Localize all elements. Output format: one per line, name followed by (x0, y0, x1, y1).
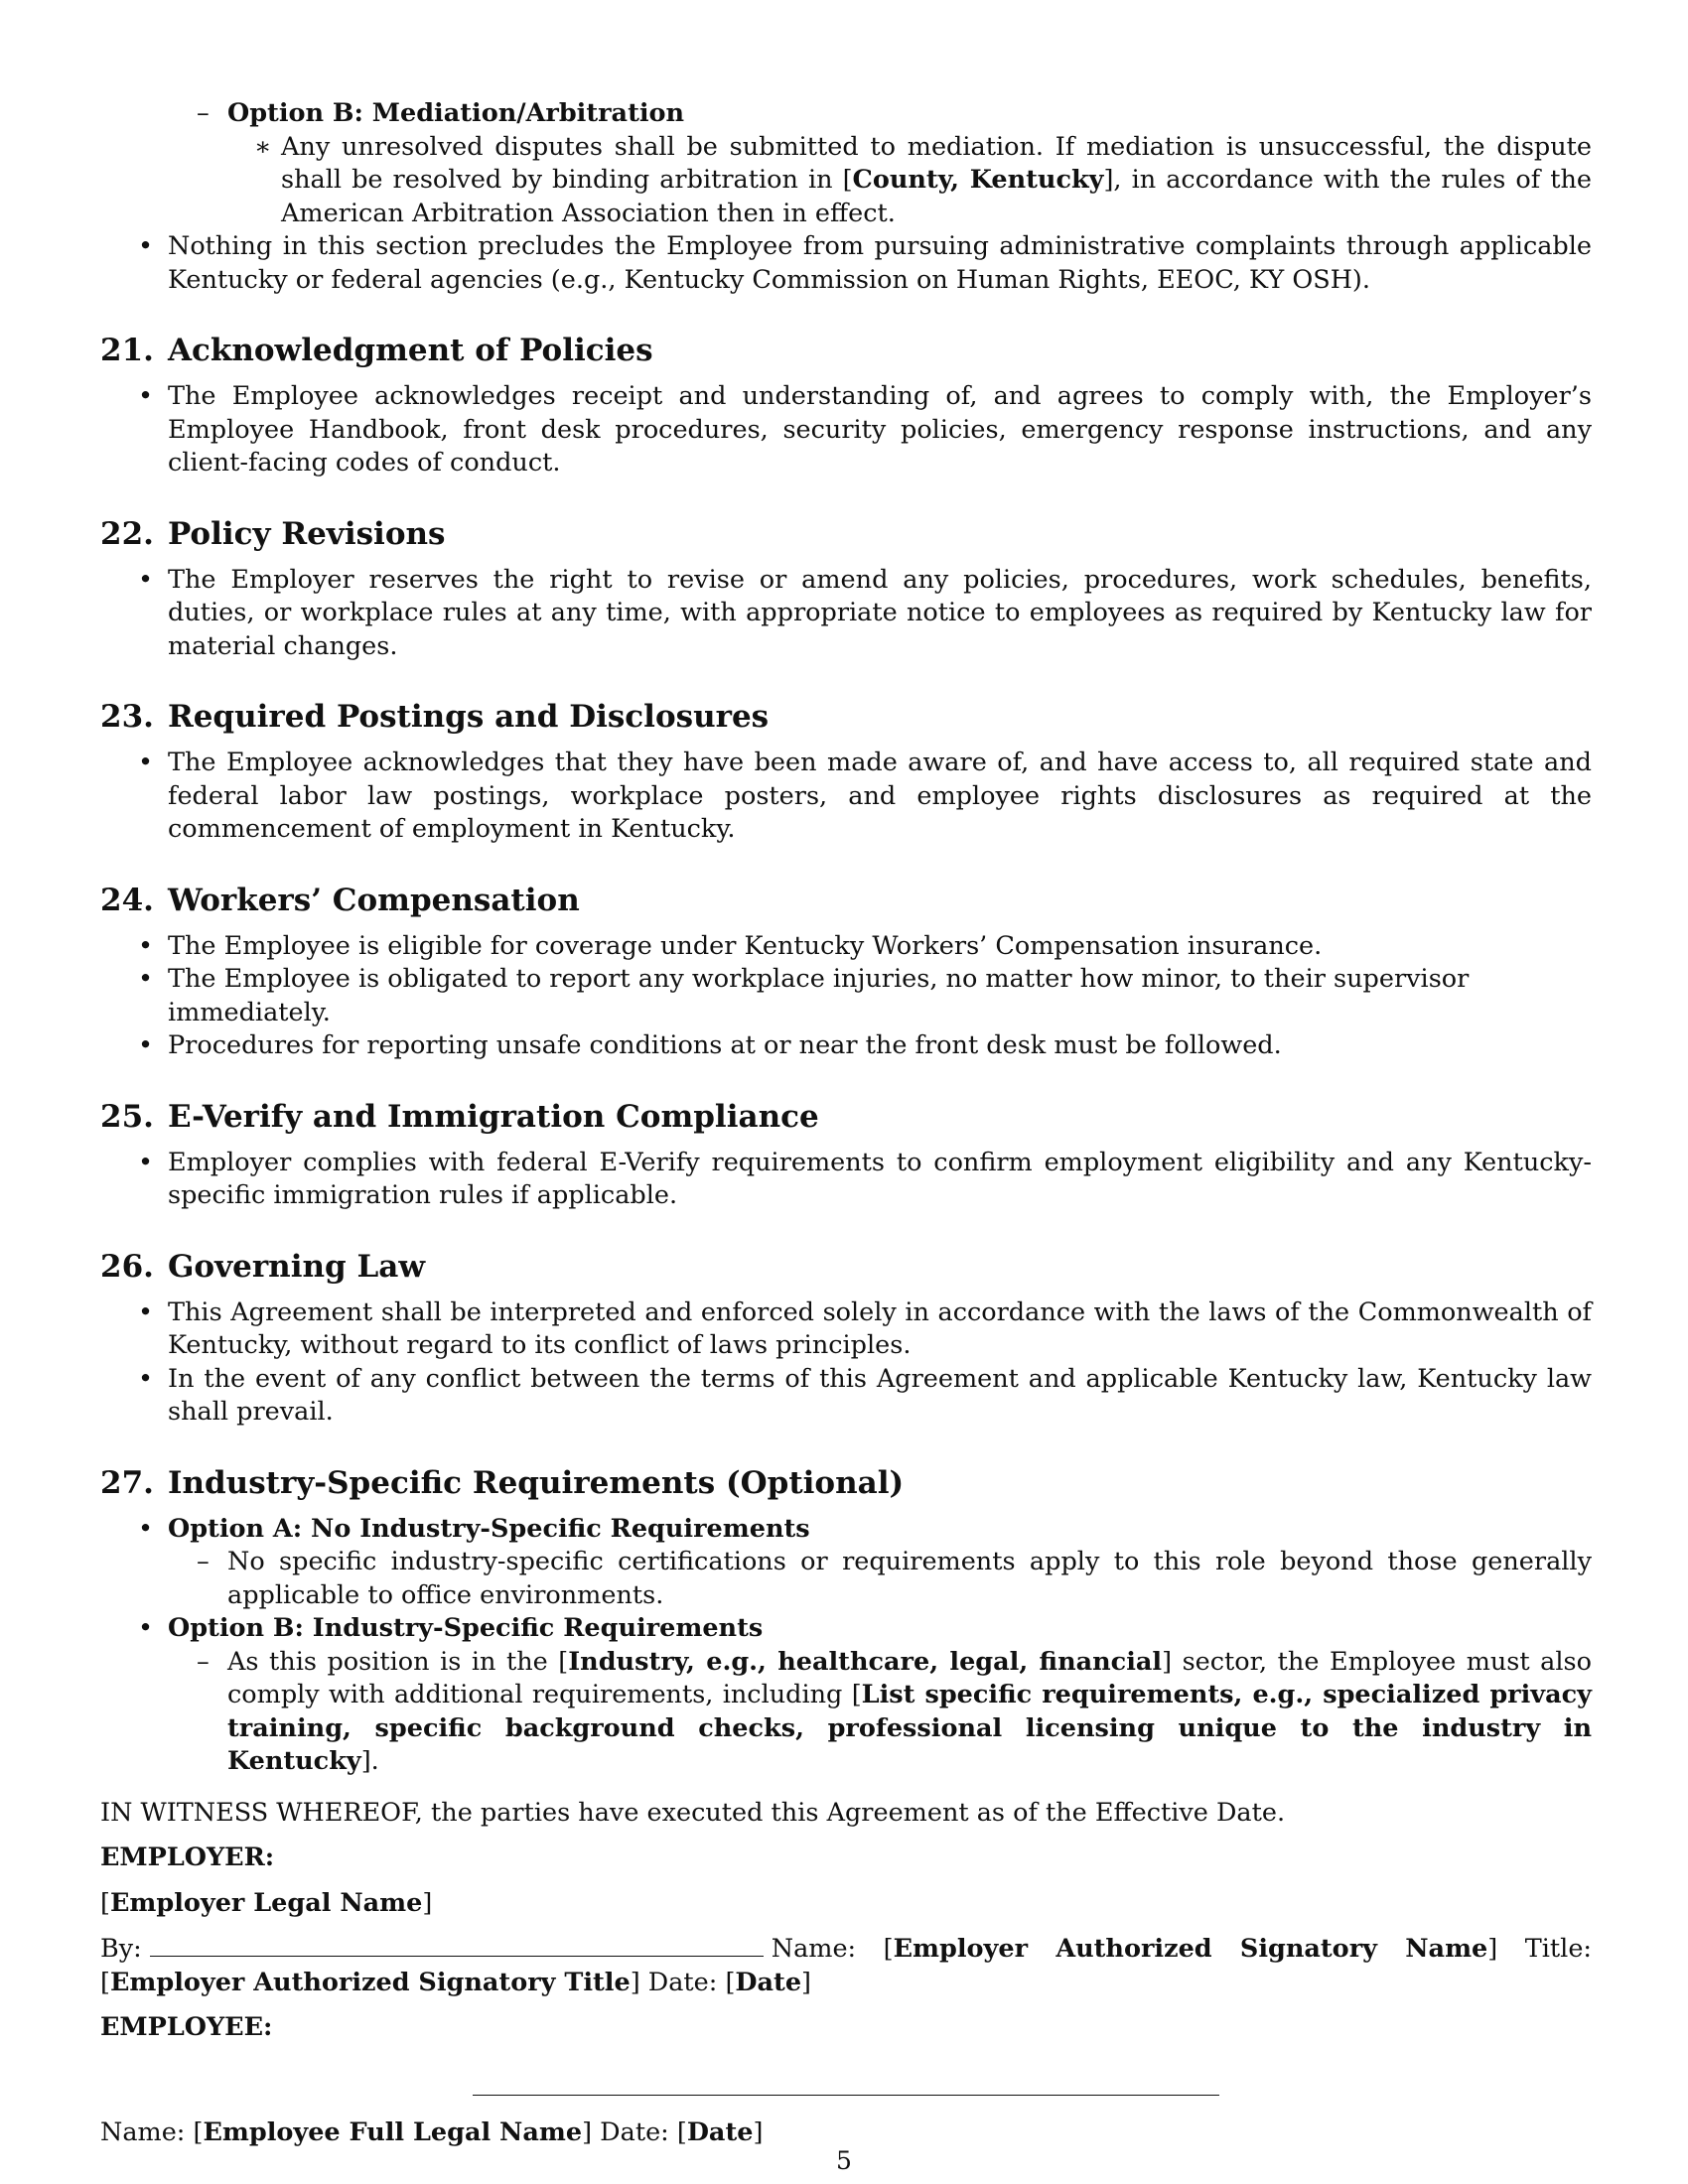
section-heading: 21. Acknowledgment of Policies (100, 333, 653, 368)
county-placeholder: County, Kentucky (852, 165, 1104, 195)
admin-complaints-list (100, 230, 1592, 297)
section-heading: 22. Policy Revisions (100, 515, 446, 552)
employer-label: EMPLOYER: (100, 1843, 275, 1872)
section-26 (100, 1247, 1592, 1430)
employer-signatory-name: Employer Authorized Signatory Name (893, 1934, 1488, 1964)
employee-signature-area (100, 2045, 1592, 2101)
page-number: 5 (836, 2146, 852, 2175)
employee-full-name: Employee Full Legal Name (203, 2116, 583, 2147)
option-a-sublist (168, 1546, 1592, 1612)
section-24-list (100, 930, 1592, 1063)
section-21 (100, 331, 1592, 480)
section-heading: 24. Workers’ Compensation (100, 882, 580, 918)
section-23-list (100, 747, 1592, 847)
section-22 (100, 514, 1592, 664)
list-item: • This Agreement shall be interpreted and enforced solely in accordance with the laws of the Commonwealth of Kentucky, without regard to its conflict of laws principles. (100, 1297, 1592, 1363)
witness-statement: IN WITNESS WHEREOF, the parties have executed this Agreement as of the Effective Date. (100, 1797, 1286, 1828)
section-24 (100, 881, 1592, 1063)
list-item: • Employer complies with federal E-Verify requirements to confirm employment eligibility and any Kentucky-specific immigration rules if applicable. (100, 1147, 1592, 1213)
requirements-placeholder: List specific requirements, e.g., specialized privacy training, specific background checks, professional licensing unique to the industry in Kentucky (227, 1680, 1592, 1776)
employer-legal-name: [Employer Legal Name] (100, 1887, 433, 1918)
admin-complaints-bullet: • Nothing in this section precludes the Employee from pursuing administrative complaints through applicable Kentucky or federal agencies (e.g., Kentucky Commission on Human Rights, EEOC, KY OSH). (100, 230, 1592, 297)
section-25 (100, 1097, 1592, 1213)
list-item: • The Employer reserves the right to revise or amend any policies, procedures, work schedules, benefits, duties, or workplace rules at any time, with appropriate notice to employees as required by Kentucky law for material changes. (100, 564, 1592, 664)
employer-date: Date (735, 1967, 802, 1997)
employer-signature-block: By: Name: [Employer Authorized Signatory Name] Title: [Employer Authorized Signatory Title] Date: [Date] (100, 1934, 1592, 1997)
section-27 (100, 1463, 1592, 1779)
section-21-list (100, 380, 1592, 480)
option-list (100, 97, 1592, 131)
list-item: • The Employee is eligible for coverage under Kentucky Workers’ Compensation insurance. (100, 930, 1592, 964)
employee-name-line: Name: [Employee Full Legal Name] Date: [Date] (100, 2116, 764, 2147)
employee-date: Date (686, 2116, 754, 2147)
list-item: – As this position is in the [Industry, e.g., healthcare, legal, financial] sector, the Employee must also comply with additional requirements, including [List specific requirements, e.g., specialized privacy training, specific background checks, professional licensing unique to the industry in Kentucky]. (168, 1646, 1592, 1779)
employer-signature-line[interactable] (150, 1932, 764, 1957)
option-b-heading: Option B: Mediation/Arbitration (227, 98, 685, 128)
employer-signatory-title: Employer Authorized Signatory Title (109, 1967, 631, 1997)
industry-placeholder: Industry, e.g., healthcare, legal, financial (568, 1646, 1163, 1677)
option-b-sublist (100, 131, 1592, 231)
document-page (100, 97, 1592, 2149)
list-item: • Procedures for reporting unsafe conditions at or near the front desk must be followed. (100, 1029, 1592, 1063)
list-item: • The Employee is obligated to report any workplace injuries, no matter how minor, to their supervisor immediately. (100, 963, 1592, 1029)
section-25-list (100, 1147, 1592, 1213)
option-b-text: ∗ Any unresolved disputes shall be submitted to mediation. If mediation is unsuccessful, the dispute shall be resolved by binding arbitration in [County, Kentucky], in accordance with the rules of the American Arbitration Association then in effect. (100, 131, 1592, 231)
option-a-heading: Option A: No Industry-Specific Requirements (168, 1513, 810, 1544)
list-item: – No specific industry-specific certifications or requirements apply to this role beyond those generally applicable to office environments. (168, 1546, 1592, 1612)
section-27-list (100, 1513, 1592, 1779)
list-item: • The Employee acknowledges receipt and understanding of, and agrees to comply with, the Employer’s Employee Handbook, front desk procedures, security policies, emergency response instructions, and any client-facing codes of conduct. (100, 380, 1592, 480)
section-heading: 26. Governing Law (100, 1248, 426, 1285)
option-b-industry-sublist (168, 1646, 1592, 1779)
list-item: • The Employee acknowledges that they have been made aware of, and have access to, all required state and federal labor law postings, workplace posters, and employee rights disclosures as required at the commencement of employment in Kentucky. (100, 747, 1592, 847)
employee-signature-line[interactable] (473, 2095, 1219, 2096)
option-b-industry-heading: Option B: Industry-Specific Requirements (168, 1613, 764, 1643)
list-item: • In the event of any conflict between the terms of this Agreement and applicable Kentucky law, Kentucky law shall prevail. (100, 1363, 1592, 1430)
section-heading: 27. Industry-Specific Requirements (Optional) (100, 1464, 905, 1501)
option-a-item (100, 1513, 1592, 1613)
employee-label: EMPLOYEE: (100, 2012, 273, 2042)
section-26-list (100, 1297, 1592, 1430)
section-heading: 25. E-Verify and Immigration Compliance (100, 1098, 819, 1135)
section-22-list (100, 564, 1592, 664)
option-b-industry-item (100, 1612, 1592, 1779)
option-b-item (100, 97, 1592, 131)
section-heading: 23. Required Postings and Disclosures (100, 699, 770, 735)
section-23 (100, 697, 1592, 847)
